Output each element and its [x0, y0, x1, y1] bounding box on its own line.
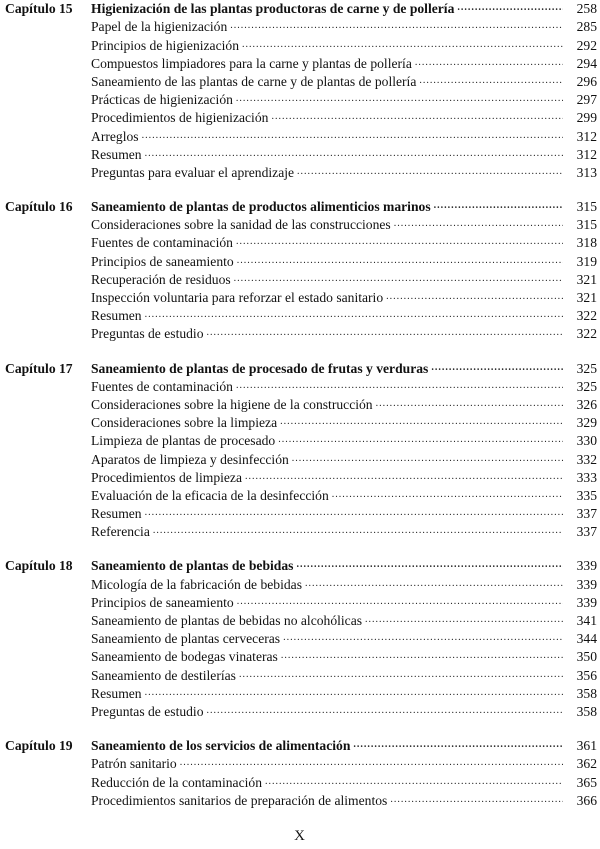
- toc-entry: [5, 432, 597, 450]
- dot-leader: [305, 577, 563, 591]
- dot-leader: [230, 19, 563, 33]
- entry-title: Arreglos: [91, 128, 139, 144]
- entry-title: Saneamiento de destilerías: [91, 667, 236, 683]
- chapter-page: 361: [576, 738, 597, 754]
- chapter-heading: [5, 198, 597, 216]
- entry-title: Procedimientos de higienización: [91, 110, 269, 126]
- dot-leader: [431, 361, 563, 375]
- chapter-number: Capítulo 16: [5, 199, 73, 215]
- toc-entry: [5, 127, 597, 145]
- chapter-number: Capítulo 19: [5, 738, 73, 754]
- toc-entry: [5, 594, 597, 612]
- toc-entry: [5, 575, 597, 593]
- entry-title: Resumen: [91, 308, 142, 324]
- page-number: X: [294, 828, 306, 844]
- toc-entry: [5, 146, 597, 164]
- entry-title: Prácticas de higienización: [91, 92, 233, 108]
- dot-leader: [390, 793, 563, 807]
- entry-title: Principios de saneamiento: [91, 594, 234, 610]
- chapter-heading: [5, 359, 597, 377]
- entry-page: 325: [576, 378, 597, 394]
- entry-title: Fuentes de contaminación: [91, 378, 233, 394]
- toc-entry: [5, 91, 597, 109]
- dot-leader: [245, 470, 563, 484]
- chapter-page: 315: [576, 199, 597, 215]
- dot-leader: [386, 290, 563, 304]
- entry-title: Patrón sanitario: [91, 756, 177, 772]
- chapter-number: Capítulo 17: [5, 360, 73, 376]
- toc-entry: [5, 414, 597, 432]
- entry-page: 366: [576, 792, 597, 808]
- chapter-title: Saneamiento de plantas de productos alimenticios marinos: [91, 199, 431, 215]
- entry-title: Preguntas para evaluar el aprendizaje: [91, 164, 295, 180]
- dot-leader: [280, 415, 563, 429]
- entry-title: Referencia: [91, 524, 150, 540]
- chapter-page: 339: [576, 558, 597, 574]
- entry-title: Papel de la higienización: [91, 19, 228, 35]
- dot-leader: [145, 506, 563, 520]
- dot-leader: [237, 595, 563, 609]
- entry-title: Procedimientos de limpieza: [91, 469, 242, 485]
- toc-entry: [5, 36, 597, 54]
- entry-title: Saneamiento de las plantas de carne y de plantas de pollería: [91, 73, 417, 89]
- toc-entry: [5, 396, 597, 414]
- chapter-title: Saneamiento de plantas de procesado de frutas y verduras: [91, 360, 429, 376]
- entry-page: 335: [576, 487, 597, 503]
- entry-page: 332: [576, 451, 597, 467]
- dot-leader: [278, 433, 563, 447]
- entry-page: 292: [576, 37, 597, 53]
- dot-leader: [180, 756, 563, 770]
- toc-entry: [5, 792, 597, 810]
- entry-page: 285: [576, 19, 597, 35]
- toc-entry: [5, 523, 597, 541]
- entry-page: 294: [576, 55, 597, 71]
- entry-title: Resumen: [91, 146, 142, 162]
- entry-page: 344: [576, 631, 597, 647]
- dot-leader: [234, 272, 563, 286]
- entry-title: Aparatos de limpieza y desinfección: [91, 451, 289, 467]
- chapter-heading: [5, 737, 597, 755]
- entry-page: 299: [576, 110, 597, 126]
- toc-entry: [5, 612, 597, 630]
- dot-leader: [376, 397, 563, 411]
- entry-page: 297: [576, 92, 597, 108]
- entry-page: 337: [576, 506, 597, 522]
- dot-leader: [145, 686, 563, 700]
- dot-leader: [283, 631, 563, 645]
- chapter-number: Capítulo 18: [5, 558, 73, 574]
- dot-leader: [145, 308, 563, 322]
- toc-entry: [5, 685, 597, 703]
- dot-leader: [242, 38, 563, 52]
- chapter-section: [5, 0, 597, 182]
- toc-entry: [5, 73, 597, 91]
- entry-page: 362: [576, 756, 597, 772]
- toc-entry: [5, 703, 597, 721]
- entry-title: Recuperación de residuos: [91, 271, 231, 287]
- dot-leader: [457, 1, 563, 15]
- entry-page: 330: [576, 433, 597, 449]
- dot-leader: [236, 235, 563, 249]
- dot-leader: [296, 558, 563, 572]
- entry-page: 319: [576, 253, 597, 269]
- entry-title: Saneamiento de plantas de bebidas no alcohólicas: [91, 613, 363, 628]
- dot-leader: [265, 775, 563, 789]
- dot-leader: [394, 217, 563, 231]
- toc-entry: [5, 666, 597, 684]
- chapter-page: 325: [576, 360, 597, 376]
- entry-title: Procedimientos sanitarios de preparación de alimentos: [91, 792, 388, 808]
- chapter-heading: [5, 557, 597, 575]
- entry-page: 312: [576, 146, 597, 162]
- toc-entry: [5, 307, 597, 325]
- dot-leader: [419, 74, 563, 88]
- chapter-title: Saneamiento de plantas de bebidas: [91, 558, 294, 574]
- dot-leader: [236, 92, 563, 106]
- chapter-page: 258: [576, 1, 597, 17]
- chapter-title: Saneamiento de los servicios de alimentación: [91, 738, 351, 754]
- toc-entry: [5, 234, 597, 252]
- entry-title: Resumen: [91, 506, 142, 522]
- dot-leader: [353, 738, 563, 752]
- toc-entry: [5, 378, 597, 396]
- toc-entry: [5, 18, 597, 36]
- entry-page: 337: [576, 524, 597, 540]
- chapter-section: [5, 737, 597, 810]
- entry-title: Preguntas de estudio: [91, 326, 204, 342]
- chapter-heading: [5, 0, 597, 18]
- chapter-section: [5, 198, 597, 344]
- toc-entry: [5, 505, 597, 523]
- toc-entry: [5, 271, 597, 289]
- toc-entry: [5, 252, 597, 270]
- entry-title: Principios de saneamiento: [91, 253, 234, 269]
- entry-page: 358: [576, 685, 597, 701]
- dot-leader: [297, 165, 563, 179]
- entry-page: 322: [576, 326, 597, 342]
- dot-leader: [434, 199, 563, 213]
- entry-title: Compuestos limpiadores para la carne y plantas de pollería: [91, 55, 412, 71]
- dot-leader: [271, 110, 563, 124]
- entry-title: Limpieza de plantas de procesado: [91, 433, 276, 449]
- entry-page: 322: [576, 308, 597, 324]
- toc-entry: [5, 164, 597, 182]
- entry-page: 329: [576, 415, 597, 431]
- toc-entry: [5, 487, 597, 505]
- entry-title: Consideraciones sobre la higiene de la construcción: [91, 396, 373, 412]
- toc-entry: [5, 450, 597, 468]
- entry-page: 356: [576, 667, 597, 683]
- dot-leader: [239, 668, 563, 682]
- toc-entry: [5, 755, 597, 773]
- entry-title: Evaluación de la eficacia de la desinfección: [91, 487, 329, 503]
- entry-page: 339: [576, 576, 597, 592]
- toc-entry: [5, 216, 597, 234]
- toc-entry: [5, 469, 597, 487]
- toc-entry: [5, 630, 597, 648]
- chapter-title: Higienización de las plantas productoras de carne y de pollería: [91, 1, 455, 17]
- entry-page: 350: [576, 649, 597, 665]
- table-of-contents: [5, 0, 597, 826]
- entry-title: Resumen: [91, 685, 142, 701]
- dot-leader: [153, 524, 563, 538]
- dot-leader: [236, 379, 563, 393]
- toc-entry: [5, 55, 597, 73]
- toc-entry: [5, 773, 597, 791]
- entry-page: 365: [576, 774, 597, 790]
- dot-leader: [207, 326, 563, 340]
- entry-page: 296: [576, 73, 597, 89]
- dot-leader: [332, 488, 563, 502]
- entry-page: 321: [576, 290, 597, 305]
- dot-leader: [292, 452, 563, 466]
- entry-page: 339: [576, 594, 597, 610]
- dot-leader: [145, 147, 563, 161]
- entry-page: 358: [576, 703, 597, 719]
- entry-page: 315: [576, 217, 597, 233]
- dot-leader: [142, 129, 563, 143]
- entry-page: 313: [576, 164, 597, 180]
- entry-page: 333: [576, 469, 597, 485]
- entry-title: Consideraciones sobre la limpieza: [91, 415, 278, 431]
- entry-page: 341: [576, 613, 597, 628]
- entry-title: Saneamiento de plantas cerveceras: [91, 631, 281, 647]
- toc-entry: [5, 289, 597, 307]
- entry-page: 321: [576, 271, 597, 287]
- entry-title: Consideraciones sobre la sanidad de las construcciones: [91, 217, 391, 233]
- dot-leader: [281, 649, 563, 663]
- toc-entry: [5, 648, 597, 666]
- entry-page: 326: [576, 396, 597, 412]
- entry-title: Fuentes de contaminación: [91, 235, 233, 251]
- entry-page: 318: [576, 235, 597, 251]
- dot-leader: [237, 254, 563, 268]
- chapter-number: Capítulo 15: [5, 1, 73, 17]
- dot-leader: [415, 56, 563, 70]
- dot-leader: [207, 704, 563, 718]
- chapter-section: [5, 359, 597, 541]
- chapter-section: [5, 557, 597, 721]
- toc-entry: [5, 109, 597, 127]
- entry-title: Inspección voluntaria para reforzar el estado sanitario: [91, 290, 384, 305]
- toc-entry: [5, 325, 597, 343]
- entry-page: 312: [576, 128, 597, 144]
- dot-leader: [365, 613, 563, 627]
- entry-title: Preguntas de estudio: [91, 703, 204, 719]
- entry-title: Saneamiento de bodegas vinateras: [91, 649, 278, 665]
- entry-title: Micología de la fabricación de bebidas: [91, 576, 302, 592]
- entry-title: Reducción de la contaminación: [91, 774, 262, 790]
- entry-title: Principios de higienización: [91, 37, 239, 53]
